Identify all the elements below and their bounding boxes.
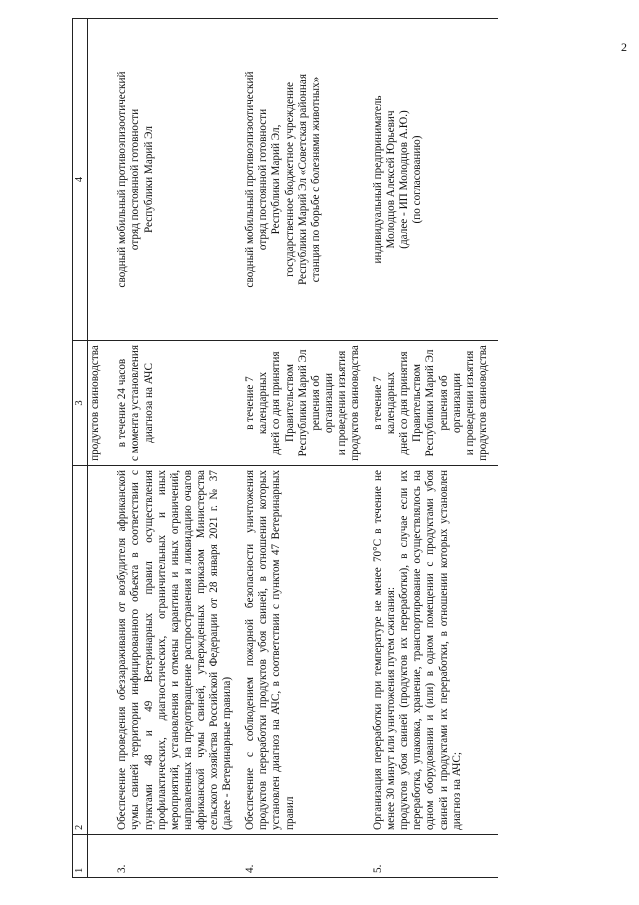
table-row bbox=[370, 19, 498, 878]
responsible-cell: сводный мобильный противоэпизоотический отряд постоянной готовности Республики Марий Эл, государственное бюджетное учреждение Республики Марий Эл «Советская районная станция по борьбе с болезнями животных» bbox=[242, 19, 370, 341]
table-header-row bbox=[73, 19, 88, 878]
measure-cell: Обеспечение проведения обеззараживания от возбудителя африканской чумы свиней территории инфицированного объекта в соответствии с пунктами 48 и 49 Ветеринарных правил осуществления профилактических, диагностических, ограничительных и иных мероприятий, установления и отмены карантина и иных ограничений, направленных на предотвращение распространения и ликвидацию очагов африканской чумы свиней, утвержденных приказом Министерства сельского хозяйства Российской Федерации от 28 января 2021 г. № 37 (далее - Ветеринарные правила) bbox=[114, 466, 242, 835]
header-col-3: 3 bbox=[73, 341, 88, 466]
page-number: 2 bbox=[621, 40, 627, 54]
table-row bbox=[242, 19, 370, 878]
header-col-1: 1 bbox=[73, 835, 88, 878]
measure-cell: Обеспечение с соблюдением пожарной безопасности уничтожения продуктов переработки продуктов убоя свиней, в отношении которых установлен диагноз на АЧС, в соответствии с пунктом 47 Ветеринарных правил bbox=[242, 466, 370, 835]
header-col-4: 4 bbox=[73, 19, 88, 341]
responsible-cell bbox=[88, 19, 115, 341]
responsible-cell: индивидуальный предприниматель Молодцов Алексей Юрьевич (далее - ИП Молодцов А.Ю.) (по согласованию) bbox=[370, 19, 498, 341]
row-number-cell: 3. bbox=[114, 835, 242, 878]
table-row-continuation bbox=[88, 19, 115, 878]
table-row bbox=[114, 19, 242, 878]
measure-cell bbox=[88, 466, 115, 835]
timing-cell: в течение 7 календарных дней со дня принятия Правительством Республики Марий Эл решения об организации и проведении изъятия продуктов свиноводства bbox=[242, 341, 370, 466]
row-number-cell: 4. bbox=[242, 835, 370, 878]
rotated-table-wrapper bbox=[72, 18, 637, 878]
responsible-cell: сводный мобильный противоэпизоотический отряд постоянной готовности Республики Марий Эл bbox=[114, 19, 242, 341]
measures-table bbox=[72, 18, 498, 878]
timing-cell: продуктов свиноводства bbox=[88, 341, 115, 466]
row-number-cell bbox=[88, 835, 115, 878]
timing-cell: в течение 24 часов с момента установления диагноза на АЧС bbox=[114, 341, 242, 466]
measure-cell: Организация переработки при температуре не менее 70°С в течение не менее 30 минут или уничтожения путем сжигания: продуктов убоя свиней (продуктов их переработки), в случае если их переработка, упаковка, хранение, транспортирование осуществлялось на одном оборудовании и (или) в одном помещении с продуктами убоя свиней и продуктами их переработки, в отношении которых установлен диагноз на АЧС; bbox=[370, 466, 498, 835]
header-col-2: 2 bbox=[73, 466, 88, 835]
row-number-cell: 5. bbox=[370, 835, 498, 878]
timing-cell: в течение 7 календарных дней со дня принятия Правительством Республики Марий Эл решения об организации и проведении изъятия продуктов свиноводства bbox=[370, 341, 498, 466]
